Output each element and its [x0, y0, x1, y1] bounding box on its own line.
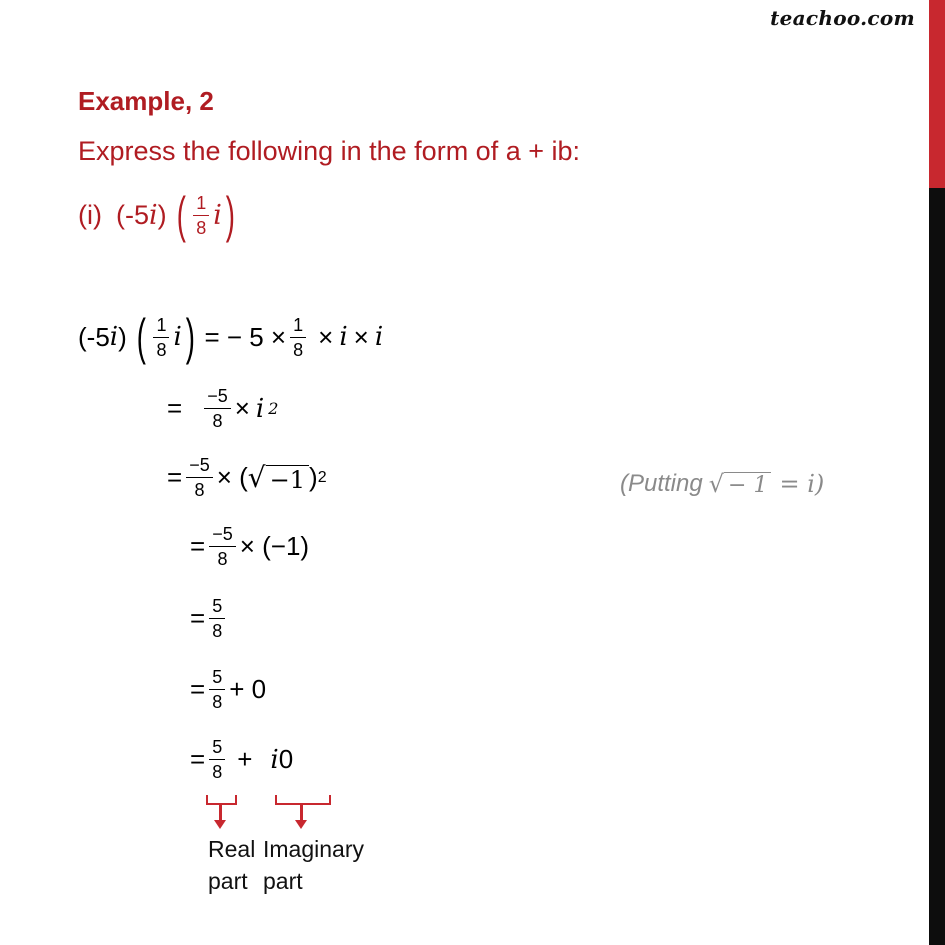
fraction-denominator: 8	[217, 549, 228, 569]
real-part-label	[208, 833, 255, 897]
s3-times: × (	[216, 462, 248, 492]
s1-prefix: (-5	[78, 321, 110, 352]
s2-fraction	[204, 387, 231, 430]
fraction-numerator: −5	[204, 387, 231, 409]
s3-fraction	[186, 456, 213, 499]
sidebar-accent-red	[929, 0, 945, 188]
s3-eq: =	[167, 462, 183, 492]
s7-i: i	[270, 744, 279, 775]
label-line: part	[263, 868, 303, 895]
fraction-numerator: 5	[209, 668, 225, 690]
s1-fraction	[153, 316, 169, 359]
s3-exponent: 2	[317, 468, 327, 486]
fraction-denominator: 8	[196, 217, 207, 238]
brand-logo: teachoo.com	[770, 6, 915, 30]
fraction-denominator: 8	[156, 339, 167, 360]
fraction-denominator: 8	[212, 762, 223, 782]
side-note	[620, 470, 824, 498]
label-line: Real	[208, 836, 256, 862]
s4-eq: =	[190, 531, 206, 561]
example-question: Express the following in the form of a + ib:	[78, 136, 581, 166]
fraction-denominator: 8	[212, 411, 223, 431]
radicand: −1	[266, 465, 309, 494]
fraction-denominator: 8	[212, 692, 223, 712]
s6-eq: =	[190, 674, 206, 704]
label-line: part	[208, 868, 248, 895]
sqrt-symbol	[709, 470, 772, 498]
s4-rest: × (−1)	[239, 531, 310, 561]
s4-fraction	[209, 525, 236, 568]
s5-eq: =	[190, 603, 206, 633]
fraction-denominator: 8	[194, 480, 205, 500]
s1-times-1: ×	[318, 321, 334, 352]
s7-plus: +	[237, 744, 253, 774]
imaginary-part-arrow-icon	[295, 820, 307, 829]
sqrt-symbol	[248, 461, 309, 494]
part-i: i	[148, 199, 158, 231]
step-6	[190, 668, 266, 711]
fraction-numerator: 1	[193, 194, 209, 216]
s6-fraction	[209, 668, 225, 711]
radical-sign: √	[708, 470, 725, 498]
example-title: Example, 2	[78, 86, 214, 116]
s1-frac-i: i	[173, 322, 182, 352]
s7-fraction	[209, 738, 225, 781]
s5-fraction	[209, 597, 225, 640]
radicand: − 1	[724, 472, 771, 498]
paren-close: )	[185, 309, 195, 365]
s2-i: i	[255, 393, 265, 424]
radical-sign: √	[247, 461, 266, 494]
step-7	[190, 738, 293, 781]
s1-eq: = − 5 ×	[204, 321, 287, 352]
real-part-bracket	[206, 795, 237, 805]
real-part-arrow-shaft	[219, 805, 222, 820]
fraction-numerator: −5	[209, 525, 236, 547]
s1-times-2: ×	[353, 321, 369, 352]
imaginary-part-label	[263, 833, 364, 897]
example-part-i	[78, 187, 239, 243]
imaginary-part-arrow-shaft	[300, 805, 303, 820]
fraction-numerator: 5	[209, 738, 225, 760]
s1-close: )	[118, 321, 127, 352]
s7-zero: 0	[278, 744, 294, 774]
part-frac-i: i	[213, 199, 222, 231]
part-fraction	[193, 194, 209, 237]
paren-open: (	[176, 187, 186, 243]
note-open: (Putting	[620, 470, 703, 497]
fraction-denominator: 8	[293, 339, 304, 360]
step-1	[78, 309, 384, 365]
fraction-numerator: 1	[153, 316, 169, 338]
s1-i: i	[109, 322, 119, 352]
paren-open: (	[136, 309, 146, 365]
fraction-numerator: 5	[209, 597, 225, 619]
note-eq: = i)	[779, 470, 825, 498]
s2-exponent: 2	[268, 399, 279, 418]
s2-times: ×	[234, 393, 250, 423]
fraction-denominator: 8	[212, 621, 223, 641]
s6-rest: + 0	[229, 674, 267, 704]
label-line: Imaginary	[263, 836, 364, 862]
paren-close: )	[225, 187, 235, 243]
step-3	[167, 456, 327, 499]
step-4	[190, 525, 309, 568]
fraction-numerator: −5	[186, 456, 213, 478]
s1-i-2: i	[374, 322, 384, 352]
step-2	[167, 387, 278, 430]
s7-eq: =	[190, 744, 206, 774]
s1-i-1: i	[339, 322, 348, 352]
part-label: (i)	[78, 199, 102, 230]
s2-eq: =	[167, 393, 183, 423]
s1-fraction-2	[290, 316, 306, 359]
step-5	[190, 597, 229, 640]
s3-close: )	[309, 462, 318, 492]
imaginary-part-bracket	[275, 795, 331, 805]
sidebar-accent-black	[929, 188, 945, 945]
part-close: )	[157, 199, 167, 230]
part-prefix: (-5	[115, 199, 149, 230]
fraction-numerator: 1	[290, 316, 306, 338]
real-part-arrow-icon	[214, 820, 226, 829]
